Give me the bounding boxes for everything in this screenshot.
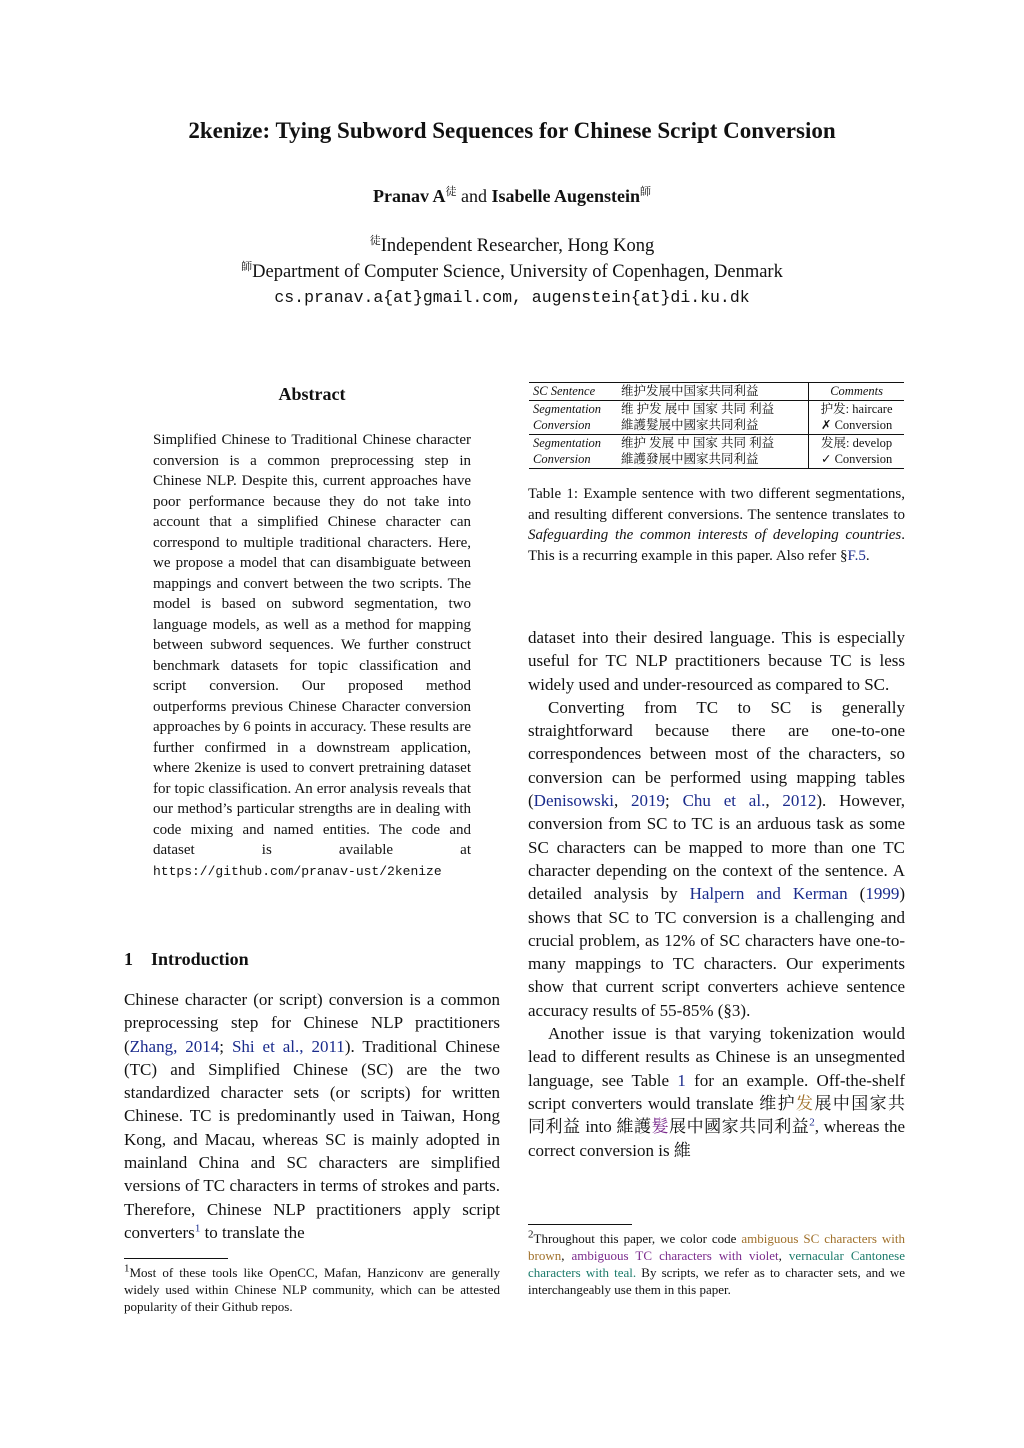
section-ref-link[interactable]: F.5 (847, 547, 866, 564)
paragraph-text: dataset into their desired language. This is especially useful for TC NLP practitioners because TC is less widely used and under-resourced as compared to SC. (528, 628, 905, 694)
abstract-heading: Abstract (278, 384, 346, 404)
paragraph-text: ). However, conversion from SC to TC is an arduous task as some SC characters can be mapped to more than one TC character depending on the context of the sentence. A detailed analysis by (528, 791, 905, 904)
teal-color-note: vernacular Cantonese characters with teal. (528, 1248, 905, 1280)
citation-halpern-year[interactable]: 1999 (865, 884, 900, 904)
paragraph-text: Another issue is that varying tokenization would lead to different results as Chinese is an unsegmented language, see Table (528, 1024, 905, 1090)
paragraph-text: , whereas the correct conversion is 維 (528, 1117, 906, 1160)
table-row-comment: ✓ Conversion (809, 451, 904, 468)
author-2: Isabelle Augenstein (491, 186, 641, 206)
author-1-mark: 徒 (445, 186, 457, 198)
intro-text-b: ). Traditional Chinese (TC) and Simplified Chinese (SC) are the two standardized character sets (or scripts) for written Chinese. TC is predominantly used in Taiwan, Hong Kong, and Macau, whereas SC is mainly adopted in mainland China and SC characters are simplified versions of TC characters in terms of strokes and parts. Therefore, Chinese NLP practitioners apply script converters (124, 1036, 500, 1242)
affiliation-2-text: Department of Computer Science, University of Copenhagen, Denmark (252, 262, 783, 282)
separator: ; (665, 791, 683, 811)
caption-text-c: . (865, 547, 870, 564)
paragraph-text: 展中国家共同利益 into 維護 (528, 1093, 906, 1137)
author-line (0, 186, 1024, 207)
table-row (529, 400, 904, 417)
author-conjunction: and (456, 186, 492, 206)
table-row (529, 451, 904, 468)
citation-chu-year[interactable]: 2012 (782, 791, 817, 811)
section-title: Introduction (151, 949, 249, 969)
footnote-1-number: 1 (124, 1262, 130, 1275)
example-table (529, 382, 904, 469)
footnote-2-separator: , (561, 1248, 572, 1263)
footnote-2-number: 2 (528, 1228, 534, 1241)
affiliation-1 (0, 236, 1024, 257)
table-row-label: Conversion (533, 418, 591, 432)
intro-text-c: to translate the (200, 1222, 305, 1242)
violet-color-note: ambiguous TC characters with violet (571, 1248, 779, 1263)
table-header-row (529, 383, 904, 401)
ambiguous-tc-char: 髮 (651, 1117, 670, 1137)
citation-denisowski-year[interactable]: 2019 (631, 791, 666, 811)
separator: , (765, 791, 783, 811)
paper-title: 2kenize: Tying Subword Sequences for Chinese Script Conversion (188, 118, 836, 143)
table-row-comment: 护发: haircare (809, 400, 904, 417)
author-2-mark: 師 (640, 186, 652, 198)
table-row-text: 维护 发展 中 国家 共同 利益 (617, 434, 809, 451)
table-header-label: SC Sentence (529, 383, 617, 401)
table-header-sentence: 维护发展中国家共同利益 (617, 383, 809, 401)
caption-text-b: . This is a recurring example in this paper. Also refer § (528, 527, 905, 564)
intro-separator: ; (219, 1036, 232, 1056)
caption-text-a: Table 1: Example sentence with two different segmentations, and resulting different conversions. The sentence translates to (528, 486, 905, 523)
footnote-2-text-end: By scripts, we refer as to character sets, and we interchangeably use them in this paper. (528, 1265, 905, 1297)
affiliation-2 (0, 262, 1024, 283)
footnote-1 (124, 1264, 500, 1315)
paragraph-text: 展中國家共同利益 (669, 1117, 810, 1137)
citation-denisowski[interactable]: Denisowski (533, 791, 614, 811)
email-line: cs.pranav.a{at}gmail.com, augenstein{at}di.ku.dk (274, 288, 750, 307)
right-column-body (528, 626, 905, 1162)
footnote-rule-left (124, 1258, 228, 1259)
table-caption (528, 484, 905, 566)
footnote-1-marker[interactable]: 1 (194, 1222, 201, 1235)
table-row (529, 417, 904, 434)
ambiguous-sc-char: 发 (796, 1093, 815, 1113)
separator: , (613, 791, 632, 811)
code-url-link[interactable]: https://github.com/pranav-ust/2kenize (153, 863, 442, 879)
table-row-text: 维 护发 展中 国家 共同 利益 (621, 401, 775, 416)
brown-color-note: ambiguous SC characters with brown (528, 1231, 905, 1263)
footnote-2 (528, 1230, 905, 1298)
citation-halpern[interactable]: Halpern and Kerman (689, 884, 848, 904)
citation-shi[interactable]: Shi et al., 2011 (231, 1036, 345, 1056)
table-row-text: 維護發展中國家共同利益 (617, 451, 809, 468)
table-row-text: 維護髮展中國家共同利益 (621, 418, 759, 432)
footnote-2-marker[interactable]: 2 (809, 1116, 815, 1129)
paragraph-text: for an example. Off-the-shelf script converters would translate 维护 (528, 1070, 905, 1113)
author-1: Pranav A (372, 186, 446, 206)
separator: ( (847, 884, 866, 904)
intro-text-a: Chinese character (or script) conversion is a common preprocessing step for Chinese NLP practitioners ( (124, 990, 500, 1056)
footnote-2-text: Throughout this paper, we color code (533, 1231, 742, 1246)
section-number: 1 (124, 949, 133, 969)
table-ref-link[interactable]: 1 (677, 1070, 686, 1090)
paragraph (528, 1022, 905, 1162)
table-row (529, 434, 904, 451)
table-row-label: Conversion (529, 451, 617, 468)
paragraph-text: ) shows that SC to TC conversion is a challenging and crucial problem, as 12% of SC characters have one-to-many mappings to TC characters. Our experiments show that current script converters achieve sentence accuracy results of 55-85% (§3). (528, 884, 905, 1020)
table-header-comments: Comments (809, 383, 904, 401)
paragraph-text: Converting from TC to SC is generally straightforward because there are one-to-one correspondences between most of the characters, so conversion can be performed using mapping tables ( (528, 697, 905, 811)
abstract-text: Simplified Chinese to Traditional Chinese character conversion is a common preprocessing step in Chinese NLP. Despite this, current approaches have poor performance because they do not take into account that a simplified Chinese character can correspond to multiple traditional characters. Here, we propose a model that can disambiguate between mappings and convert between the two scripts. The model is based on subword segmentation, two language models, as well as a method for mapping between subword sequences. We further construct benchmark datasets for topic classification and script conversion. Our proposed method outperforms previous Chinese Character conversion approaches by 6 points in accuracy. These results are further confirmed in a downstream application, where 2kenize is used to convert pretraining dataset for topic classification. An error analysis reveals that our method’s particular strengths are in dealing with code mixing and named entities. The code and dataset is available at (153, 432, 471, 858)
paragraph (528, 626, 905, 696)
introduction-paragraph (124, 988, 500, 1244)
affiliation-2-mark: 師 (241, 260, 253, 273)
section-heading-introduction (124, 949, 267, 970)
table-row-comment: 发展: develop (809, 434, 904, 451)
footnote-rule-right (528, 1224, 632, 1225)
footnote-1-text: Most of these tools like OpenCC, Mafan, Hanziconv are generally widely used within Chinese NLP community, which can be attested popularity of their Github repos. (124, 1265, 500, 1314)
affiliation-1-mark: 徒 (369, 234, 381, 247)
affiliation-1-text: Independent Researcher, Hong Kong (380, 236, 655, 256)
citation-zhang[interactable]: Zhang, 2014 (129, 1036, 220, 1056)
table-row-comment: ✗ Conversion (809, 417, 904, 434)
abstract-body (153, 430, 471, 882)
citation-chu[interactable]: Chu et al. (682, 791, 766, 811)
table-row-label: Segmentation (529, 434, 617, 451)
footnote-2-separator: , (778, 1248, 789, 1263)
table-row-label: Segmentation (533, 401, 602, 416)
caption-italic: Safeguarding the common interests of developing countries (528, 527, 902, 543)
paragraph (528, 696, 905, 1022)
